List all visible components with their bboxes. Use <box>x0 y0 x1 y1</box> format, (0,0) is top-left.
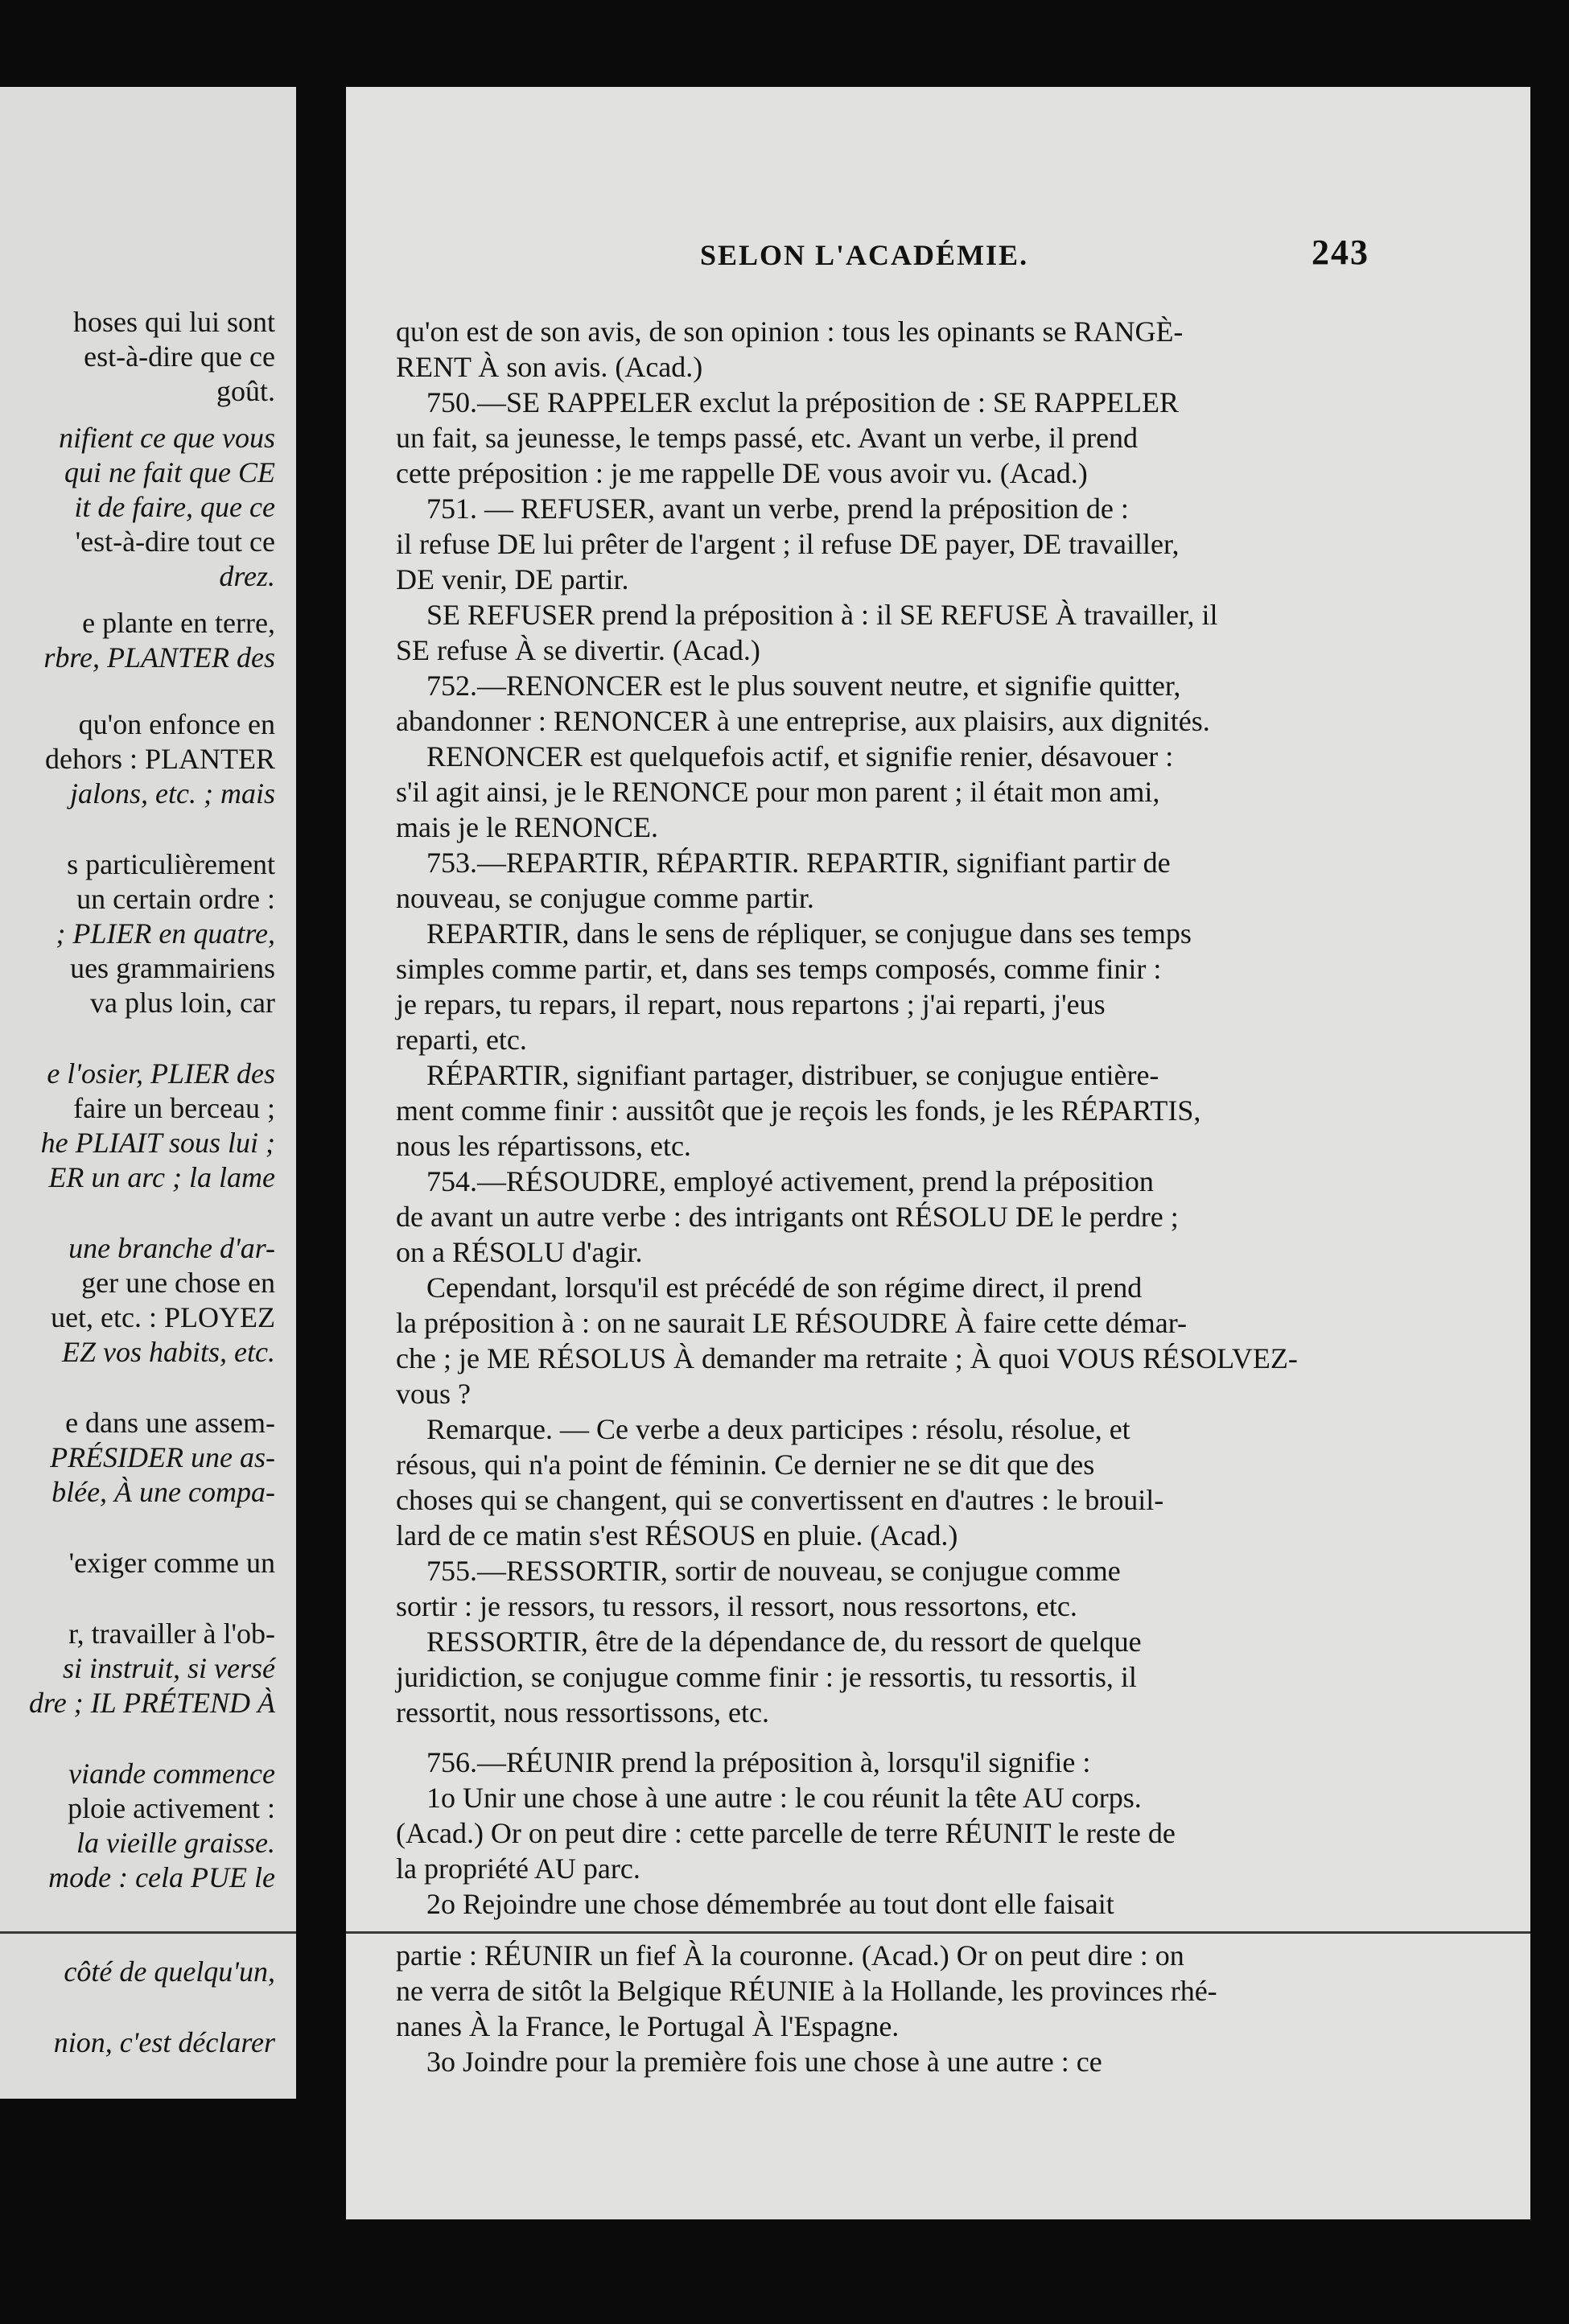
text-line: vous ? <box>396 1378 471 1410</box>
left-line: viande commence <box>68 1757 275 1790</box>
running-title: SELON L'ACADÉMIE. <box>700 239 1029 271</box>
text-line: ressortit, nous ressortissons, etc. <box>396 1696 769 1729</box>
left-line: rbre, PLANTER des <box>43 641 275 674</box>
left-line: e l'osier, PLIER des <box>47 1057 275 1090</box>
text-line: nanes À la France, le Portugal À l'Espagne. <box>396 2010 900 2042</box>
text-line: lard de ce matin s'est RÉSOUS en pluie. (Acad.) <box>396 1519 958 1551</box>
text-line: la propriété AU parc. <box>396 1852 640 1885</box>
text-line: RÉPARTIR, signifiant partager, distribuer, se conjugue entière- <box>426 1059 1159 1091</box>
text-line: DE venir, DE partir. <box>396 563 629 595</box>
page-number: 243 <box>1312 233 1369 272</box>
text-line: s'il agit ainsi, je le RENONCE pour mon parent ; il était mon ami, <box>396 776 1160 808</box>
left-line: uet, etc. : PLOYEZ <box>51 1301 275 1333</box>
text-line: mais je le RENONCE. <box>396 811 658 843</box>
left-line: dre ; IL PRÉTEND À <box>29 1687 275 1719</box>
text-line: 751. — REFUSER, avant un verbe, prend la préposition de : <box>426 492 1129 525</box>
left-line: ; PLIER en quatre, <box>56 917 275 950</box>
facing-page-left <box>0 87 296 2099</box>
left-line: une branche d'ar- <box>68 1232 275 1264</box>
text-line: cette préposition : je me rappelle DE vous avoir vu. (Acad.) <box>396 457 1088 489</box>
left-line: est-à-dire que ce <box>84 340 275 373</box>
text-line: Cependant, lorsqu'il est précédé de son régime direct, il prend <box>426 1271 1143 1304</box>
text-line: (Acad.) Or on peut dire : cette parcelle de terre RÉUNIT le reste de <box>396 1817 1176 1849</box>
left-line: 'est-à-dire tout ce <box>75 525 275 558</box>
left-line: it de faire, que ce <box>74 491 275 523</box>
left-line: qu'on enfonce en <box>78 708 275 740</box>
left-line: ger une chose en <box>81 1267 275 1299</box>
left-line: blée, À une compa- <box>51 1476 275 1508</box>
text-line: ne verra de sitôt la Belgique RÉUNIE à la Hollande, les provinces rhé- <box>396 1975 1217 2007</box>
text-line: résous, qui n'a point de féminin. Ce dernier ne se dit que des <box>396 1448 1095 1481</box>
left-line: r, travailler à l'ob- <box>68 1617 275 1650</box>
text-line: juridiction, se conjugue comme finir : je ressortis, tu ressortis, il <box>396 1661 1137 1693</box>
left-line: goût. <box>216 375 275 407</box>
left-line: hoses qui lui sont <box>72 306 275 338</box>
left-line: va plus loin, car <box>90 987 275 1019</box>
text-line: 1o Unir une chose à une autre : le cou réunit la tête AU corps. <box>426 1782 1142 1814</box>
text-line: sortir : je ressors, tu ressors, il ressort, nous ressortons, etc. <box>396 1590 1077 1622</box>
left-line: mode : cela PUE le <box>48 1861 275 1893</box>
text-line: il refuse DE lui prêter de l'argent ; il refuse DE payer, DE travailler, <box>396 528 1180 560</box>
horizontal-rule <box>346 1931 1530 1934</box>
left-line: 'exiger comme un <box>68 1547 275 1579</box>
text-line: 752.—RENONCER est le plus souvent neutre, et signifie quitter, <box>426 670 1181 702</box>
text-line: SE refuse À se divertir. (Acad.) <box>396 634 760 666</box>
text-line: un fait, sa jeunesse, le temps passé, etc. Avant un verbe, il prend <box>396 422 1139 454</box>
left-line: qui ne fait que CE <box>64 456 275 488</box>
text-line: abandonner : RENONCER à une entreprise, aux plaisirs, aux dignités. <box>396 705 1210 737</box>
text-line: RENONCER est quelquefois actif, et signifie renier, désavouer : <box>426 740 1174 773</box>
left-line: jalons, etc. ; mais <box>70 777 275 810</box>
text-line: on a RÉSOLU d'agir. <box>396 1236 643 1268</box>
text-line: 2o Rejoindre une chose démembrée au tout dont elle faisait <box>426 1888 1114 1920</box>
text-line: choses qui se changent, qui se convertissent en d'autres : le brouil- <box>396 1484 1164 1516</box>
page-header <box>346 233 1530 286</box>
left-line: ER un arc ; la lame <box>48 1161 275 1193</box>
left-line: he PLIAIT sous lui ; <box>40 1127 275 1159</box>
text-line: je repars, tu repars, il repart, nous repartons ; j'ai reparti, j'eus <box>396 988 1106 1020</box>
text-line: nous les répartissons, etc. <box>396 1130 691 1162</box>
left-line: côté de quelqu'un, <box>64 1955 275 1988</box>
text-line: 3o Joindre pour la première fois une chose à une autre : ce <box>426 2046 1102 2078</box>
left-line: un certain ordre : <box>76 883 275 915</box>
text-line: 750.—SE RAPPELER exclut la préposition de : SE RAPPELER <box>426 386 1179 418</box>
text-line: de avant un autre verbe : des intrigants ont RÉSOLU DE le perdre ; <box>396 1201 1179 1233</box>
left-line: nifient ce que vous <box>59 422 275 454</box>
left-line: ues grammairiens <box>70 952 275 984</box>
text-line: simples comme partir, et, dans ses temps composés, comme finir : <box>396 953 1162 985</box>
left-line: faire un berceau ; <box>73 1092 275 1124</box>
book-page <box>346 87 1530 2219</box>
text-line: reparti, etc. <box>396 1024 527 1056</box>
left-line: e plante en terre, <box>82 607 275 639</box>
text-line: REPARTIR, dans le sens de répliquer, se conjugue dans ses temps <box>426 917 1192 950</box>
text-line: che ; je ME RÉSOLUS À demander ma retraite ; À quoi VOUS RÉSOLVEZ- <box>396 1342 1298 1374</box>
text-line: RENT À son avis. (Acad.) <box>396 351 703 383</box>
text-line: nouveau, se conjugue comme partir. <box>396 882 814 914</box>
left-line: EZ vos habits, etc. <box>62 1336 275 1368</box>
left-line: dehors : PLANTER <box>45 743 275 775</box>
text-line: qu'on est de son avis, de son opinion : tous les opinants se RANGÈ- <box>396 315 1184 348</box>
left-line: si instruit, si versé <box>62 1652 275 1684</box>
left-line: la vieille graisse. <box>76 1827 275 1859</box>
left-line: ploie activement : <box>68 1792 275 1824</box>
text-line: 753.—REPARTIR, RÉPARTIR. REPARTIR, signifiant partir de <box>426 847 1171 879</box>
text-line: ment comme finir : aussitôt que je reçois les fonds, je les RÉPARTIS, <box>396 1094 1201 1127</box>
text-line: 756.—RÉUNIR prend la préposition à, lorsqu'il signifie : <box>426 1746 1091 1778</box>
left-line: nion, c'est déclarer <box>53 2026 275 2058</box>
text-line: RESSORTIR, être de la dépendance de, du ressort de quelque <box>426 1626 1142 1658</box>
text-line: SE REFUSER prend la préposition à : il SE REFUSE À travailler, il <box>426 599 1218 631</box>
text-line: 755.—RESSORTIR, sortir de nouveau, se conjugue comme <box>426 1555 1121 1587</box>
text-line: Remarque. — Ce verbe a deux participes : résolu, résolue, et <box>426 1413 1130 1445</box>
text-line: 754.—RÉSOUDRE, employé activement, prend la préposition <box>426 1165 1154 1197</box>
left-line: s particulièrement <box>67 848 275 880</box>
left-line: e dans une assem- <box>65 1407 275 1439</box>
left-line: drez. <box>219 560 275 592</box>
text-line: la préposition à : on ne saurait LE RÉSOUDRE À faire cette démar- <box>396 1307 1187 1339</box>
horizontal-rule <box>0 1931 296 1934</box>
left-line: PRÉSIDER une as- <box>50 1441 275 1473</box>
text-line: partie : RÉUNIR un fief À la couronne. (Acad.) Or on peut dire : on <box>396 1939 1184 1972</box>
